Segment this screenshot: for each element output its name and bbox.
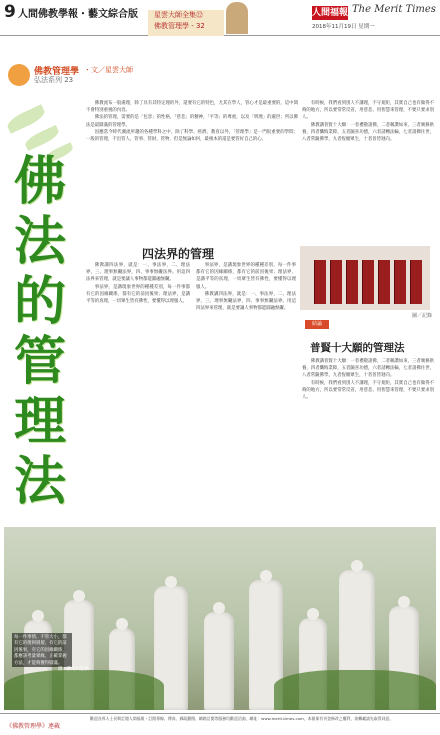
column-title: 佛教管理學 [34, 67, 80, 77]
footer-text: 歡迎各界人士長期訂閱人間福報・訂閱專線、傳真、郵政劃撥、網路訂閱等服務均歡迎洽詢，網址：www.merit-times.com，本報保有刊登修改之權利，欲轉載請先取得同意。 [90, 716, 394, 721]
photo-caption: 每一件事情、不管大小，都有它的理則層層，有它的前因後果，有它的因緣關係，都應該考量眾緣，正確掌握方法，才能夠獲得圓滿。 [12, 633, 72, 667]
leaf-decoration [23, 125, 61, 151]
article-intro [86, 100, 298, 236]
page-section-title: 人間佛教學報・藝文綜合版 [18, 9, 138, 20]
master-portrait [226, 2, 248, 34]
series-banner [148, 10, 224, 36]
section-paragraph-1: 佛教講四法界，就是：一、事法界，二、理法界，三、理事無礙法界，四、事事無礙法界。用這四法界來管理，就是要讓人事物都能圓融無礙。 [86, 263, 190, 283]
article-right-top [302, 100, 434, 240]
books-caption: 圖／記錄 [412, 313, 433, 319]
intro-paragraph-3: 因應當今時代潮流所趨的各種學科之中，除了科學、經濟、教育以外，「管理學」是一門很重要的學問；一般的管理，不出管人、管事、管財、管物，但是無論如何，最根本的還是要管好自己的心。 [86, 129, 298, 143]
side-section-title: 普賢十大願的管理法 [310, 342, 405, 354]
article-headline: 佛法的管理法 [14, 152, 67, 512]
conclusion-tag: 結論 [305, 320, 329, 329]
intro-paragraph-2: 佛法的管理，需要的是「包容」的性格，「慈悲」的精神，「平等」的尊重，以及「明理」的處世；所以佛法是最圓滿的管理學。 [86, 115, 298, 128]
article-right-bottom [302, 358, 434, 524]
right-paragraph-1: 有時候，我們看到別人不講理，不守規矩，其實自己也有做得不夠的地方，所以要常常反省，用慈悲、用智慧來管理，不要只要求別人。 [302, 101, 434, 121]
article-section-right [196, 262, 296, 524]
column-series: 弘法系列 23 [34, 76, 74, 84]
statues-photo [4, 527, 436, 710]
issue-date: 2018年11月19日 星期一 [312, 24, 375, 30]
page-header [0, 0, 440, 36]
photo-credit: 圖／佛光山提供 [58, 667, 89, 672]
page-number: 9 [4, 2, 16, 22]
column-author: ・文／星雲大師 [84, 66, 133, 74]
section-paragraph-2: 事法界，是講現象世界的種種差別，每一件事都有它的因緣關係，都有它的前因後果；理法界，是講平等的真理，一切眾生皆有佛性，要懂得以理服人。 [86, 284, 190, 305]
right-paragraph-2: 佛教講普賢十大願：一者禮敬諸佛，二者稱讚如來，三者廣修供養，四者懺悔業障，五者隨喜功德，六者請轉法輪，七者請佛住世，八者常隨佛學，九者恆順眾生，十者普皆迴向。 [302, 122, 434, 143]
right-paragraph-4: 有時候，我們看到別人不講理，不守規矩，其實自己也有做得不夠的地方，所以要常常反省，用慈悲、用智慧來管理，不要只要求別人。 [302, 380, 434, 401]
footer-label: 《佛教管理學》連載 [6, 723, 61, 730]
article-section-left [86, 262, 190, 524]
intro-paragraph-1: 佛教流布一般處理，除了具有其特定理的外，還要有它的特色，尤其在學人，管心才是最重要的，這中間不會特別重視的內容。 [86, 101, 298, 114]
section-paragraph-4: 佛教講四法界，就是：一、事法界，二、理法界，三、理事無礙法界，四、事事無礙法界。用這四法界來管理，就是要讓人事物都能圓融無礙。 [196, 291, 296, 312]
leaf-decoration [5, 104, 47, 134]
newspaper-logo-en: The Merit Times [352, 4, 436, 15]
books-photo [300, 246, 430, 310]
column-badge-icon [8, 64, 30, 86]
newspaper-logo: 人間福報 [312, 8, 349, 18]
section-paragraph-3: 事法界，是講現象世界的種種差別，每一件事都有它的因緣關係，都有它的前因後果；理法界，是講平等的真理，一切眾生皆有佛性，要懂得以理服人。 [196, 263, 296, 290]
banner-line-1: 星雲大師全集㉒ [154, 11, 203, 19]
right-paragraph-3: 佛教講普賢十大願：一者禮敬諸佛，二者稱讚如來，三者廣修供養，四者懺悔業障，五者隨喜功德，六者請轉法輪，七者請佛住世，八者常隨佛學，九者恆順眾生，十者普皆迴向。 [302, 359, 434, 379]
section-title: 四法界的管理 [142, 247, 215, 261]
banner-line-2: 佛教管理學 - 32 [154, 22, 205, 30]
page-footer [0, 713, 440, 735]
